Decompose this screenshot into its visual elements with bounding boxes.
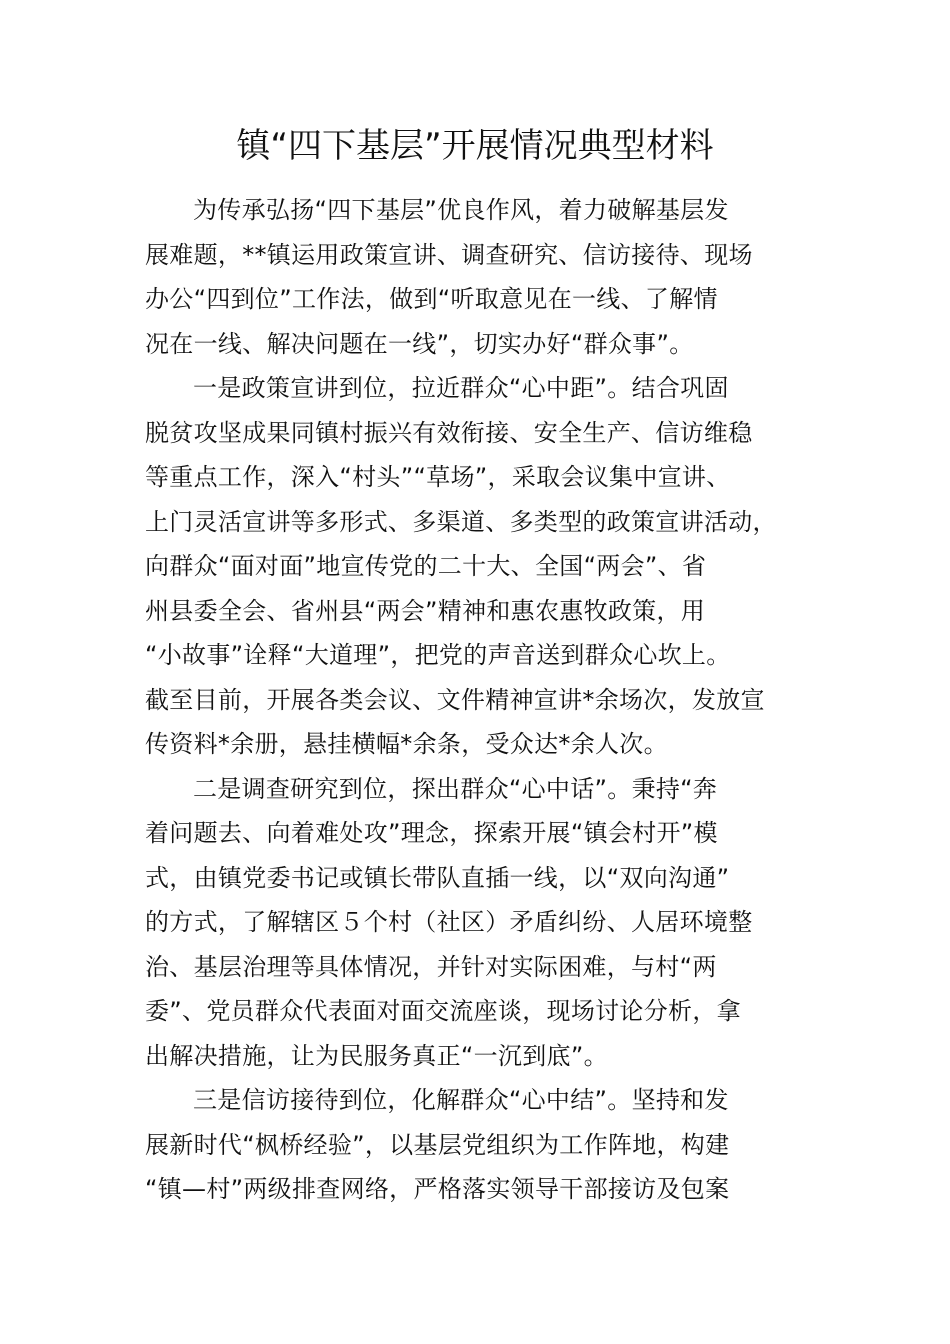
text-line: 向群众“面对面”地宣传党的二十大、全国“两会”、省 xyxy=(145,552,707,580)
paragraph-intro xyxy=(145,188,805,366)
text-line: “小故事”诠释“大道理”，把党的声音送到群众心坎上。 xyxy=(145,641,731,669)
text-line: 着问题去、向着难处攻”理念，探索开展“镇会村开”模 xyxy=(145,819,718,847)
text-line: 展难题，**镇运用政策宣讲、调查研究、信访接待、现场 xyxy=(145,240,753,269)
document-title: 镇“四下基层”开展情况典型材料 xyxy=(236,126,714,166)
text-line: 委”、党员群众代表面对面交流座谈，现场讨论分析，拿 xyxy=(145,997,741,1025)
text-line: 截至目前，开展各类会议、文件精神宣讲*余场次，发放宣 xyxy=(145,685,765,714)
text-line: 况在一线、解决问题在一线”，切实办好“群众事”。 xyxy=(145,329,694,358)
paragraph-policy-promotion xyxy=(145,366,805,767)
text-line: 治、基层治理等具体情况，并针对实际困难，与村“两 xyxy=(145,952,717,981)
text-line: 州县委全会、省州县“两会”精神和惠农惠牧政策，用 xyxy=(145,596,706,625)
text-line: 二是调查研究到位，探出群众“心中话”。秉持“奔 xyxy=(193,774,718,803)
text-line: “镇—村”两级排查网络，严格落实领导干部接访及包案 xyxy=(145,1175,730,1203)
paragraph-petition-reception xyxy=(145,1078,805,1212)
text-line: 脱贫攻坚成果同镇村振兴有效衔接、安全生产、信访维稳 xyxy=(145,418,753,447)
text-line: 展新时代“枫桥经验”，以基层党组织为工作阵地，构建 xyxy=(145,1130,730,1159)
text-line: 式，由镇党委书记或镇长带队直插一线，以“双向沟通” xyxy=(145,863,730,892)
text-line: 一是政策宣讲到位，拉近群众“心中距”。结合巩固 xyxy=(193,374,729,402)
text-line: 出解决措施，让为民服务真正“一沉到底”。 xyxy=(145,1041,608,1070)
text-line: 等重点工作，深入“村头”“草场”，采取会议集中宣讲、 xyxy=(145,463,731,491)
text-line: 的方式，了解辖区５个村（社区）矛盾纠纷、人居环境整 xyxy=(145,908,753,936)
text-line: 办公“四到位”工作法，做到“听取意见在一线、了解情 xyxy=(145,285,718,313)
document-body xyxy=(145,188,805,1212)
text-line: 传资料*余册，悬挂横幅*余条，受众达*余人次。 xyxy=(145,730,668,758)
paragraph-research xyxy=(145,767,805,1079)
text-line: 为传承弘扬“四下基层”优良作风，着力破解基层发 xyxy=(193,196,729,224)
text-line: 三是信访接待到位，化解群众“心中结”。坚持和发 xyxy=(193,1086,729,1114)
text-line: 上门灵活宣讲等多形式、多渠道、多类型的政策宣讲活动， xyxy=(145,507,777,536)
